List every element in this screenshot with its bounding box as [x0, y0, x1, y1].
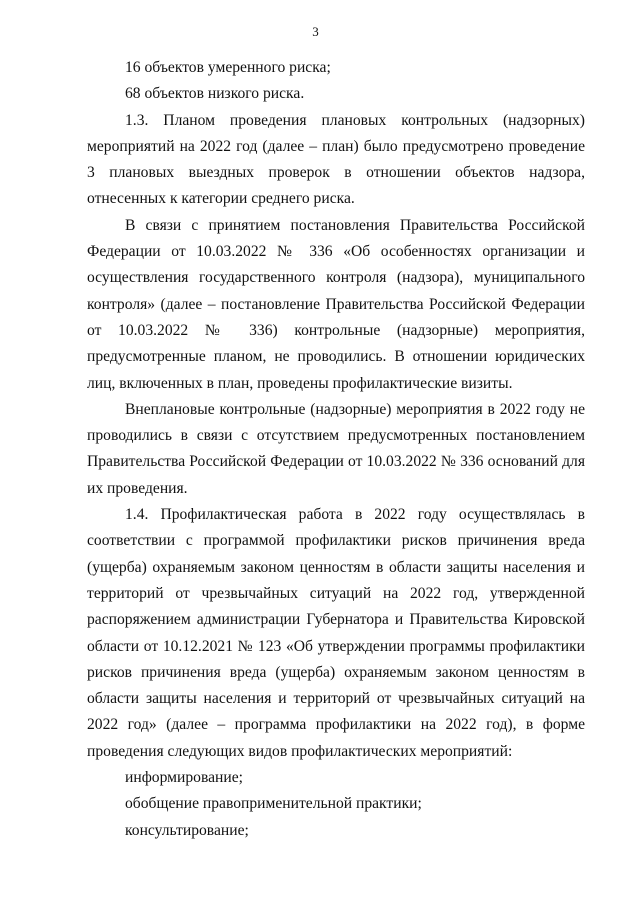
paragraph-prevention: 1.4. Профилактическая работа в 2022 году осуществлялась в соответствии с программой профилактики рисков причинения вреда (ущерба) охраняемым законом ценностям в области защиты населения и территорий от чрезвычайных ситуаций на 2022 год, утвержденной распоряжением администрации Губернатора и Правительства Кировской области от 10.12.2021 № 123 «Об утверждении программы профилактики рисков причинения вреда (ущерба) охраняемым законом ценностям в области защиты населения и территорий от чрезвычайных ситуаций на 2022 год» (далее – программа профилактики на 2022 год), в форме проведения следующих видов профилактических мероприятий:: [87, 506, 585, 760]
list-item: обобщение правоприменительной практики;: [125, 795, 422, 813]
list-item: 16 объектов умеренного риска;: [125, 59, 331, 76]
document-body: [87, 55, 585, 844]
paragraph-unscheduled: Внеплановые контрольные (надзорные) мероприятия в 2022 году не проводились в связи с отсутствием предусмотренных постановлением Правительства Российской Федерации от 10.03.2022 № 336 оснований для их проведения.: [87, 400, 585, 497]
list-item: информирование;: [125, 769, 243, 787]
list-item: консультирование;: [125, 821, 249, 839]
list-item: 68 объектов низкого риска.: [125, 85, 305, 103]
paragraph-plan: 1.3. Планом проведения плановых контрольных (надзорных) мероприятий на 2022 год (далее – план) было предусмотрено проведение 3 плановых выездных проверок в отношении объектов надзора, отнесенных к категории среднего риска.: [87, 111, 585, 208]
paragraph-resolution: В связи с принятием постановления Правительства Российской Федерации от 10.03.2022 № 336 «Об особенностях организации и осуществления государственного контроля (надзора), муниципального контроля» (далее – постановление Правительства Российской Федерации от 10.03.2022 № 336) контрольные (надзорные) мероприятия, предусмотренные планом, не проводились. В отношении юридических лиц, включенных в план, проведены профилактические визиты.: [87, 216, 585, 392]
page-number: 3: [312, 24, 319, 39]
